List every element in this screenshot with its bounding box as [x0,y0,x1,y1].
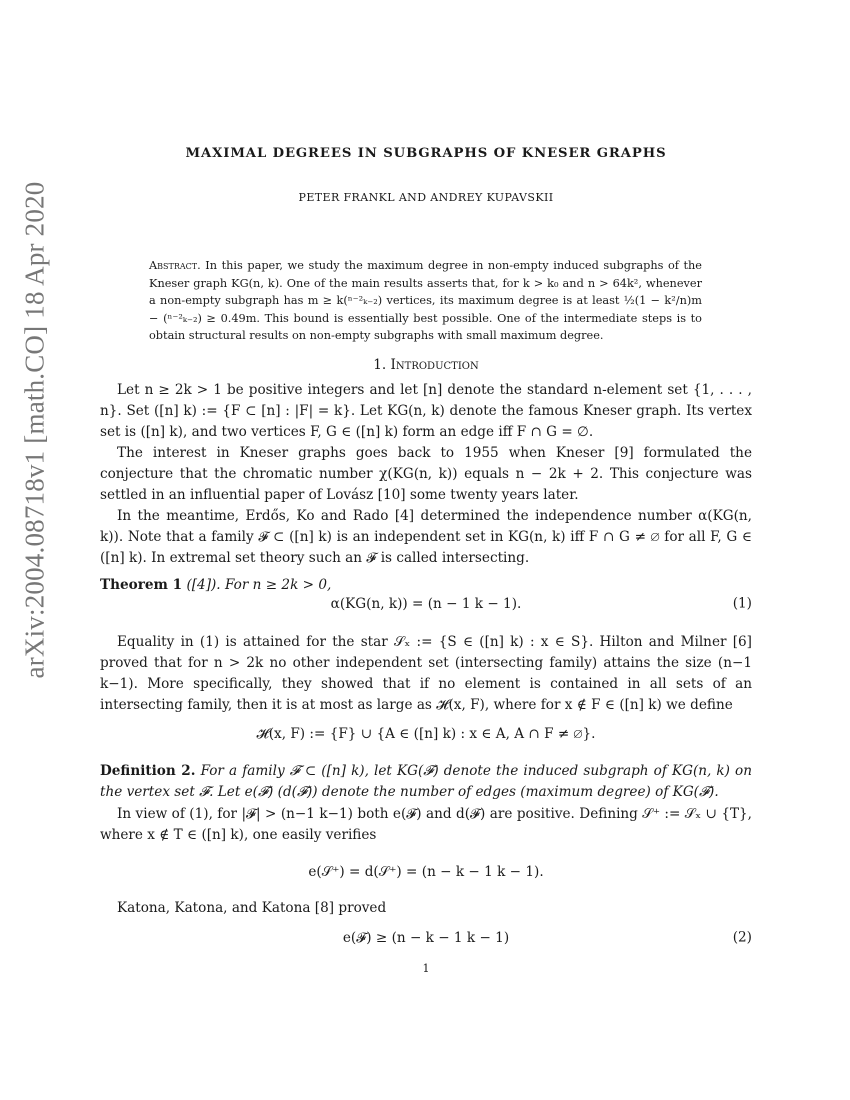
abstract [149,257,702,345]
equation-star-plus [100,850,752,894]
equation-2-number: (2) [732,929,752,946]
equation-1-body: α(KG(n, k)) = (n − 1 k − 1). [330,595,522,612]
theorem-1-text: ([4]). For n ≥ 2k > 0, [186,577,332,593]
theorem-1-label: Theorem 1 [100,577,183,593]
arxiv-sidebar-stamp [6,150,64,710]
equation-2-body: e(𝓕) ≥ (n − k − 1 k − 1) [342,929,510,946]
arxiv-id-text: arXiv:2004.08718v1 [math.CO] 18 Apr 2020 [19,181,50,679]
page-number: 1 [422,962,430,975]
paragraph-6: Katona, Katona, and Katona [8] proved [117,900,387,916]
view-paragraph [100,804,752,846]
paragraph-5: In view of (1), for |𝓕| > (n−1 k−1) both e(𝓕) and d(𝓕) are positive. Defining 𝒮⁺ := 𝒮ₓ ∪ {T}, where x ∉ T ∈ ([n] k), one easily verifies [100,806,752,843]
equation-star-plus-body: e(𝒮⁺) = d(𝒮⁺) = (n − k − 1 k − 1). [308,863,544,880]
section-heading-introduction: 1. Introduction [373,357,479,373]
definition-2-text: For a family 𝓕 ⊂ ([n] k), let KG(𝓕) denote the induced subgraph of KG(n, k) on the vertex set 𝓕. Let e(𝓕) (d(𝓕)) denote the number of edges (maximum degree) of KG(𝓕). [100,763,752,800]
definition-2-label: Definition 2. [100,763,196,779]
abstract-text: In this paper, we study the maximum degree in non-empty induced subgraphs of the Kneser graph KG(n, k). One of the main results asserts that, for k > k₀ and n > 64k², whenever a non-empty subgraph has m ≥ k(ⁿ⁻²ₖ₋₂) vertices, its maximum degree is at least ½(1 − k²/n)m − (ⁿ⁻²ₖ₋₂) ≥ 0.49m. This bound is essentially best possible. One of the intermediate steps is to obtain structural results on non-empty subgraphs with small maximum degree. [149,259,702,342]
paragraph-4: Equality in (1) is attained for the star 𝒮ₓ := {S ∈ ([n] k) : x ∈ S}. Hilton and Milner [6] proved that for n > 2k no other independent set (intersecting family) attains the size (n−1 k−1). More specifically, they showed that if no element is contained in all sets of an intersecting family, then it is at most as large as 𝓗(x, F), where for x ∉ F ∈ ([n] k) we define [100,634,752,713]
equation-1-number: (1) [732,595,752,612]
equation-hilton-milner [100,712,752,756]
equation-2 [100,916,752,960]
paragraph-3: In the meantime, Erdős, Ko and Rado [4] determined the independence number α(KG(n, k)). Note that a family 𝓕 ⊂ ([n] k) is an independent set in KG(n, k) iff F ∩ G ≠ ∅ for all F, G ∈ ([n] k). In extremal set theory such an 𝓕 is called intersecting. [100,508,752,566]
definition-2-text-block [100,761,752,803]
equation-1 [100,582,752,626]
equation-hm-body: 𝓗(x, F) := {F} ∪ {A ∈ ([n] k) : x ∈ A, A ∩ F ≠ ∅}. [256,725,596,742]
paper-title: MAXIMAL DEGREES IN SUBGRAPHS OF KNESER GRAPHS [185,146,667,161]
paper-authors: PETER FRANKL AND ANDREY KUPAVSKII [298,191,554,204]
abstract-label: Abstract. [149,259,201,272]
definition-2 [100,761,752,803]
paragraph-2: The interest in Kneser graphs goes back to 1955 when Kneser [9] formulated the conjecture that the chromatic number χ(KG(n, k)) equals n − 2k + 2. This conjecture was settled in an influential paper of Lovász [10] some twenty years later. [100,445,752,503]
hilton-milner-paragraph [100,632,752,716]
intro-paragraphs [100,380,752,596]
paragraph-1: Let n ≥ 2k > 1 be positive integers and let [n] denote the standard n-element set {1, . . . , n}. Set ([n] k) := {F ⊂ [n] : |F| = k}. Let KG(n, k) denote the famous Kneser graph. Its vertex set is ([n] k), and two vertices F, G ∈ ([n] k) form an edge iff F ∩ G = ∅. [100,382,752,440]
